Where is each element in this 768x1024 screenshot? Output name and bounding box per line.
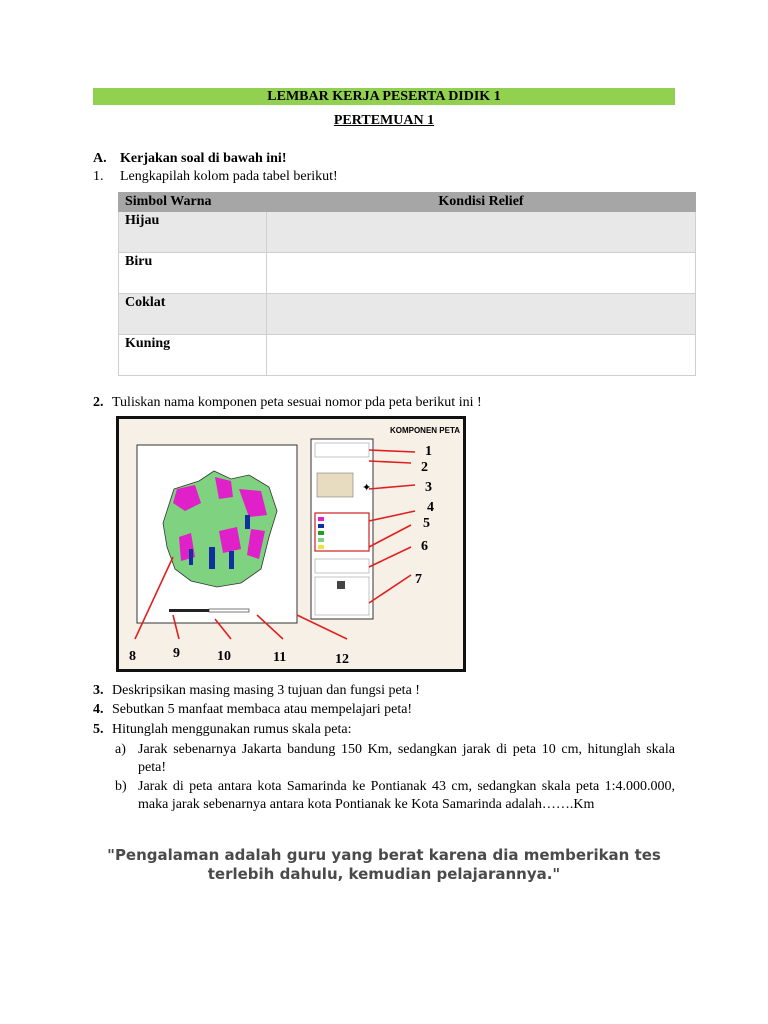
- callout-6: 6: [421, 539, 428, 554]
- question-5a: [115, 741, 675, 777]
- question-4: [93, 701, 412, 719]
- table-header-row: [119, 193, 696, 212]
- question-5b-text: Jarak di peta antara kota Samarinda ke Pontianak 43 cm, sedangkan skala peta 1:4.000.000, maka jarak sebenarnya antara kota Pontianak ke Kota Samarinda adalah…….Km: [138, 779, 675, 812]
- compass-icon: ✦: [362, 481, 372, 494]
- question-3: [93, 682, 420, 700]
- cell-relief-answer[interactable]: [267, 294, 696, 335]
- callout-11: 11: [273, 650, 287, 665]
- table-row: [119, 335, 696, 376]
- section-a-label: A.: [93, 151, 107, 166]
- question-5b: [115, 778, 675, 814]
- table-row: [119, 212, 696, 253]
- cell-warna: Biru: [119, 253, 267, 294]
- cell-relief-answer[interactable]: [267, 253, 696, 294]
- question-5: [93, 721, 352, 739]
- cell-warna: Hijau: [119, 212, 267, 253]
- institution-logo: [337, 581, 345, 589]
- callout-7: 7: [415, 572, 422, 587]
- table-row: [119, 294, 696, 335]
- question-5b-label: b): [115, 779, 127, 794]
- inset-map: [317, 473, 353, 497]
- question-4-text: Sebutkan 5 manfaat membaca atau mempelajari peta!: [112, 702, 413, 717]
- callout-2: 2: [421, 460, 428, 475]
- map-components-title: KOMPONEN PETA: [389, 426, 461, 435]
- scale-bar: [169, 609, 249, 612]
- question-1-number: 1.: [93, 169, 104, 184]
- map-components-image: [116, 416, 466, 672]
- cell-relief-answer[interactable]: [267, 335, 696, 376]
- closing-quote: "Pengalaman adalah guru yang berat karena dia memberikan tes terlebih dahulu, kemudian pelajarannya.": [107, 846, 661, 883]
- question-5a-text: Jarak sebenarnya Jakarta bandung 150 Km, sedangkan jarak di peta 10 cm, hitunglah skala peta!: [138, 742, 675, 775]
- callout-1: 1: [425, 444, 432, 459]
- question-3-number: 3.: [93, 683, 104, 698]
- meeting-subtitle: PERTEMUAN 1: [333, 113, 435, 128]
- cell-warna: Coklat: [119, 294, 267, 335]
- cell-warna: Kuning: [119, 335, 267, 376]
- callout-8: 8: [129, 649, 136, 664]
- question-5a-label: a): [115, 742, 126, 757]
- relief-color-table: [118, 192, 696, 376]
- map-title-box: [315, 443, 369, 457]
- question-3-text: Deskripsikan masing masing 3 tujuan dan fungsi peta !: [112, 683, 420, 698]
- callout-9: 9: [173, 646, 180, 661]
- question-2-number: 2.: [93, 395, 104, 410]
- section-a-text: Kerjakan soal di bawah ini!: [120, 151, 287, 166]
- header-simbol-warna: Simbol Warna: [119, 193, 267, 212]
- question-4-number: 4.: [93, 702, 104, 717]
- callout-4: 4: [427, 500, 434, 515]
- callout-5: 5: [423, 516, 430, 531]
- cell-relief-answer[interactable]: [267, 212, 696, 253]
- worksheet-title-banner: LEMBAR KERJA PESERTA DIDIK 1: [93, 88, 675, 105]
- section-a: [93, 150, 286, 168]
- question-2: [93, 394, 482, 412]
- table-row: [119, 253, 696, 294]
- callout-12: 12: [335, 652, 349, 667]
- question-5-text: Hitunglah menggunakan rumus skala peta:: [112, 722, 352, 737]
- question-5-number: 5.: [93, 722, 104, 737]
- question-1-text: Lengkapilah kolom pada tabel berikut!: [120, 169, 338, 184]
- callout-3: 3: [425, 480, 432, 495]
- question-1: [93, 168, 338, 186]
- map-illustration: [119, 419, 463, 669]
- question-2-text: Tuliskan nama komponen peta sesuai nomor pda peta berikut ini !: [112, 395, 482, 410]
- callout-10: 10: [217, 649, 231, 664]
- header-kondisi-relief: Kondisi Relief: [267, 193, 696, 212]
- source-box: [315, 559, 369, 573]
